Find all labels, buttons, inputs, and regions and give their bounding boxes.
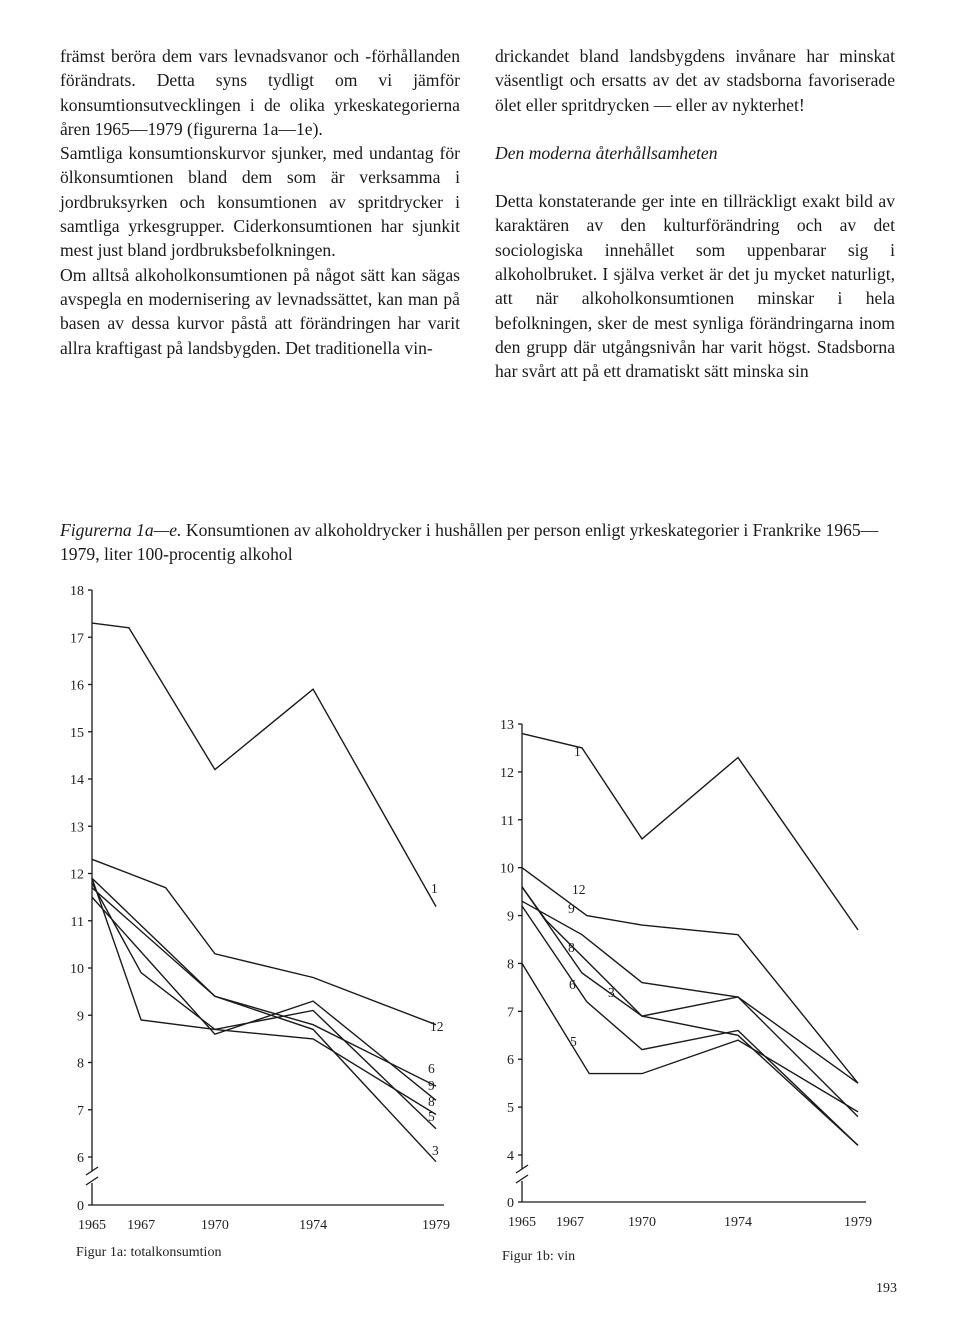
x-tick-label: 1974	[299, 1218, 328, 1233]
series-line-3	[522, 887, 858, 1146]
y-tick-label: 18	[70, 584, 84, 599]
section-heading: Den moderna återhållsamheten	[495, 142, 718, 163]
y-tick-label: 8	[77, 1056, 84, 1072]
figure-caption-lead: Figurerna 1a—e.	[60, 520, 182, 540]
series-line-12	[92, 859, 436, 1024]
y-tick-label: 6	[507, 1053, 514, 1069]
x-tick-label: 1970	[200, 1218, 229, 1233]
x-tick-label: 1970	[628, 1215, 656, 1230]
figure-subcaption: Figur 1a: totalkonsumtion	[76, 1245, 222, 1260]
y-tick-label: 13	[500, 718, 514, 733]
paragraph: Detta konstaterande ger inte en tillräckligt exakt bild av karaktären av den kulturförändring och av det sociologiska innehållet som uppenbarar sig i alkoholbruket. I själva verket är det ju mycket naturligt, att när alkoholkonsumtionen minskar i hela befolkningen, sker de mest synliga förändringarna inom den grupp där utgångsnivån har varit högst. Stadsborna har svårt att på ett dramatiskt sätt minska sin	[495, 191, 895, 382]
y-tick-label: 0	[77, 1199, 84, 1214]
series-label-6: 6	[428, 1061, 435, 1076]
x-tick-label: 1979	[422, 1218, 450, 1233]
series-label-3: 3	[432, 1143, 439, 1158]
figure-subcaption: Figur 1b: vin	[502, 1249, 576, 1264]
series-line-6	[92, 878, 436, 1086]
x-tick-label: 1965	[508, 1215, 536, 1230]
series-line-5	[92, 883, 436, 1129]
x-tick-label: 1965	[78, 1218, 106, 1233]
y-tick-label: 12	[70, 867, 84, 883]
y-tick-label: 8	[507, 957, 514, 973]
y-tick-label: 16	[70, 678, 84, 694]
y-tick-label: 11	[70, 914, 84, 930]
y-tick-label: 10	[500, 861, 514, 877]
series-label-8: 8	[568, 940, 575, 955]
series-line-9	[522, 901, 858, 1116]
series-label-12: 12	[572, 882, 586, 897]
x-tick-label: 1979	[844, 1215, 872, 1230]
x-tick-label: 1967	[556, 1215, 584, 1230]
figure-caption-body: Konsumtionen av alkoholdrycker i hushållen per person enligt yrkeskategorier i Frankrike 1965—1979, liter 100-procentig alkohol	[60, 520, 879, 564]
paragraph: drickandet bland landsbygdens invånare har minskat väsentligt och ersatts av det av stadsborna favoriserade ölet eller spritdrycken — eller av nykterhet!	[495, 46, 895, 115]
y-tick-label: 6	[77, 1151, 84, 1166]
y-tick-label: 15	[70, 725, 84, 741]
series-label-5: 5	[570, 1034, 577, 1049]
paragraph: Om alltså alkoholkonsumtionen på något sätt kan sägas avspegla en modernisering av levnadssättet, kan man på basen av dessa kurvor påstå att förändringen har varit allra kraftigast på landsbygden. Det traditionella vin-	[60, 264, 460, 358]
series-label-8: 8	[428, 1094, 435, 1109]
y-tick-label: 0	[507, 1196, 514, 1211]
x-tick-label: 1967	[127, 1218, 156, 1233]
x-tick-label: 1974	[724, 1215, 752, 1230]
y-tick-label: 13	[70, 820, 84, 836]
page-number: 193	[876, 1281, 897, 1296]
paragraph: Samtliga konsumtionskurvor sjunker, med undantag för ölkonsumtionen bland dem som är verksamma i jordbruksyrken och konsumtionen av spritdrycker i samtliga yrkesgrupper. Ciderkonsumtionen har sjunkit mest just bland jordbruksbefolkningen.	[60, 143, 460, 261]
y-tick-label: 17	[70, 631, 84, 647]
y-tick-label: 4	[507, 1149, 514, 1164]
y-tick-label: 7	[77, 1103, 84, 1119]
series-label-6: 6	[569, 977, 576, 992]
series-label-5: 5	[428, 1109, 435, 1124]
y-tick-label: 9	[77, 1009, 84, 1025]
series-label-1: 1	[431, 881, 438, 896]
series-label-12: 12	[430, 1019, 444, 1034]
y-tick-label: 11	[500, 813, 514, 829]
series-line-1	[92, 623, 436, 907]
y-tick-label: 5	[507, 1101, 514, 1117]
series-label-9: 9	[568, 901, 575, 916]
series-label-3: 3	[608, 985, 615, 1000]
y-tick-label: 14	[70, 773, 84, 788]
y-tick-label: 12	[500, 765, 514, 781]
y-tick-label: 7	[507, 1005, 514, 1021]
paragraph: främst beröra dem vars levnadsvanor och -förhållanden förändrats. Detta syns tydligt om vi jämför konsumtionsutvecklingen i de olika yrkeskategorierna åren 1965—1979 (figurerna 1a—1e).	[60, 46, 460, 139]
y-tick-label: 9	[507, 909, 514, 925]
y-tick-label: 10	[70, 962, 84, 977]
series-label-9: 9	[428, 1078, 435, 1093]
series-label-1: 1	[574, 744, 581, 759]
